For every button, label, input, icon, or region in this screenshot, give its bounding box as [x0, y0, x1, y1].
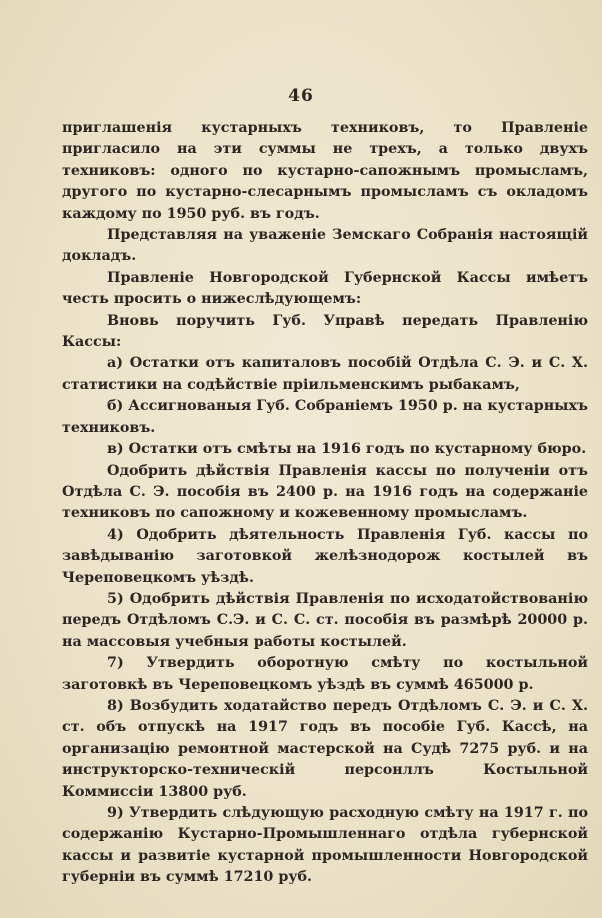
paragraph: в) Остатки отъ смѣты на 1916 годъ по кустарному бюро.	[107, 441, 587, 458]
paragraph: а) Остатки отъ капиталовъ пособій Отдѣла С. Э. и С. Х. статистики на содѣйствіе пріильменскимъ рыбакамъ,	[62, 355, 588, 393]
paragraph: 5) Одобрить дѣйствія Правленія по исходатойствованію передъ Отдѣломъ С.Э. и С. С. ст. пособія въ размѣрѣ 20000 р. на массовыя учебныя работы костылей.	[62, 590, 588, 650]
page-number: 46	[288, 86, 314, 106]
paragraph: 7) Утвердить оборотную смѣту по костыльной заготовкѣ въ Череповецкомъ уѣздѣ въ суммѣ 465000 р.	[62, 655, 588, 693]
paragraph: 9) Утвердить слѣдующую расходную смѣту на 1917 г. по содержанію Кустарно-Промышленнаго отдѣла губернской кассы и развитіе кустарной промышленности Новгородской губерніи въ суммѣ 17210 руб.	[62, 805, 588, 886]
paragraph: 4) Одобрить дѣятельность Правленія Губ. кассы по завѣдыванію заготовкой желѣзнодорож костылей въ Череповецкомъ уѣздѣ.	[62, 526, 588, 586]
body-text	[62, 118, 588, 889]
paragraph: Вновь поручить Губ. Управѣ передать Правленію Кассы:	[62, 312, 588, 351]
paragraph: б) Ассигнованыя Губ. Собраніемъ 1950 р. на кустарныхъ техниковъ.	[62, 398, 588, 436]
paragraph: 8) Возбудить ходатайство передъ Отдѣломъ С. Э. и С. Х. ст. объ отпускѣ на 1917 годъ въ пособіе Губ. Кассѣ, на организацію ремонтной мастерской на Судѣ 7275 руб. и на инструкторско-техническій персонллъ Костыльной Коммиссіи 13800 руб.	[62, 697, 588, 800]
paragraph-continuation: приглашенія кустарныхъ техниковъ, то Правленіе пригласило на эти суммы не трехъ, а только двухъ техниковъ: одного по кустарно-сапожнымъ промысламъ, другого по кустарно-слесарнымъ промысламъ съ окладомъ каждому по 1950 руб. въ годъ.	[62, 120, 588, 222]
paragraph: Правленіе Новгородской Губернской Кассы имѣетъ честь просить о нижеслѣдующемъ:	[62, 269, 588, 308]
paragraph: Одобрить дѣйствія Правленія кассы по полученіи отъ Отдѣла С. Э. пособія въ 2400 р. на 1916 годъ на содержаніе техниковъ по сапожному и кожевенному промысламъ.	[62, 462, 588, 522]
paragraph: Представляя на уваженіе Земскаго Собранія настоящій докладъ.	[62, 227, 588, 265]
